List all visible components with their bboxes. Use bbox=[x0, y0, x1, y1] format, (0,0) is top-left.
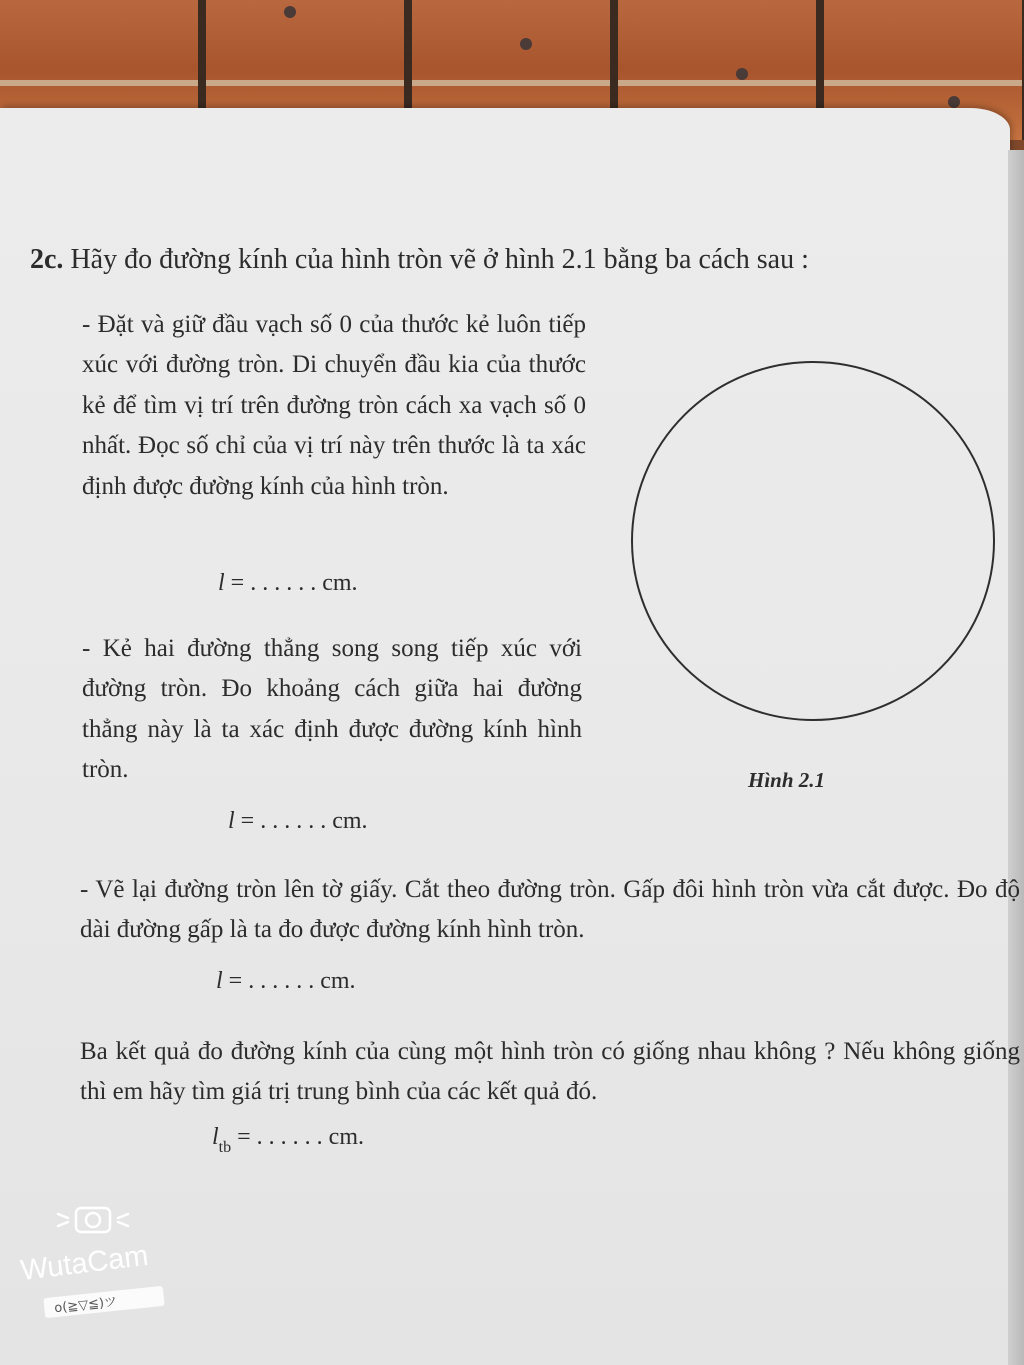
watermark-emoticon: o(≧▽≦)ツ bbox=[53, 1294, 118, 1317]
question-prompt: Hãy đo đường kính của hình tròn vẽ ở hình 2.1 bằng ba cách sau : bbox=[70, 244, 809, 275]
method-3-text: - Vẽ lại đường tròn lên tờ giấy. Cắt theo đường tròn. Gấp đôi hình tròn vừa cắt được. Đo độ dài đường gấp là ta đo được đường kính hình tròn. bbox=[80, 876, 1020, 944]
measure-variable: l bbox=[218, 570, 225, 596]
wutacam-watermark bbox=[14, 1200, 194, 1330]
method-3-measurement bbox=[216, 968, 356, 995]
conclusion-text: Ba kết quả đo đường kính của cùng một hình tròn có giống nhau không ? Nếu không giống thì em hãy tìm giá trị trung bình của các kết quả đó. bbox=[80, 1038, 1020, 1106]
measure-blank: = . . . . . . cm. bbox=[231, 1124, 364, 1150]
figure-caption: Hình 2.1 bbox=[748, 768, 826, 792]
measure-blank: = . . . . . . cm. bbox=[234, 808, 368, 834]
method-2-text: - Kẻ hai đường thẳng song song tiếp xúc với đường tròn. Đo khoảng cách giữa hai đường thẳng này là ta xác định được đường kính hình tròn. bbox=[82, 635, 582, 784]
method-1-measurement bbox=[218, 570, 358, 597]
page-edge bbox=[1008, 150, 1024, 1365]
watermark-brand: WutaCam bbox=[18, 1239, 151, 1288]
tile-bolt bbox=[520, 38, 532, 50]
circle-shape bbox=[632, 362, 994, 720]
tile-bolt bbox=[948, 96, 960, 108]
tile-bolt bbox=[736, 68, 748, 80]
measure-variable: l bbox=[228, 808, 235, 834]
method-2-measurement bbox=[228, 808, 368, 835]
measure-variable: l bbox=[216, 968, 223, 994]
method-1-text: - Đặt và giữ đầu vạch số 0 của thước kẻ luôn tiếp xúc với đường tròn. Di chuyển đầu kia của thước kẻ để tìm vị trí trên đường tròn cách xa vạch số 0 nhất. Đọc số chỉ của vị trí này trên thước là ta xác định được đường kính của hình tròn. bbox=[82, 311, 586, 500]
question-heading bbox=[30, 244, 809, 276]
measure-blank: = . . . . . . cm. bbox=[222, 968, 356, 994]
measure-subscript: tb bbox=[218, 1139, 232, 1156]
measure-variable: l bbox=[212, 1124, 219, 1150]
circle-figure bbox=[628, 358, 998, 728]
question-number: 2c. bbox=[30, 244, 64, 275]
tile-bolt bbox=[284, 6, 296, 18]
average-measurement bbox=[212, 1124, 364, 1157]
measure-blank: = . . . . . . cm. bbox=[224, 570, 358, 596]
camera-icon bbox=[58, 1208, 128, 1232]
